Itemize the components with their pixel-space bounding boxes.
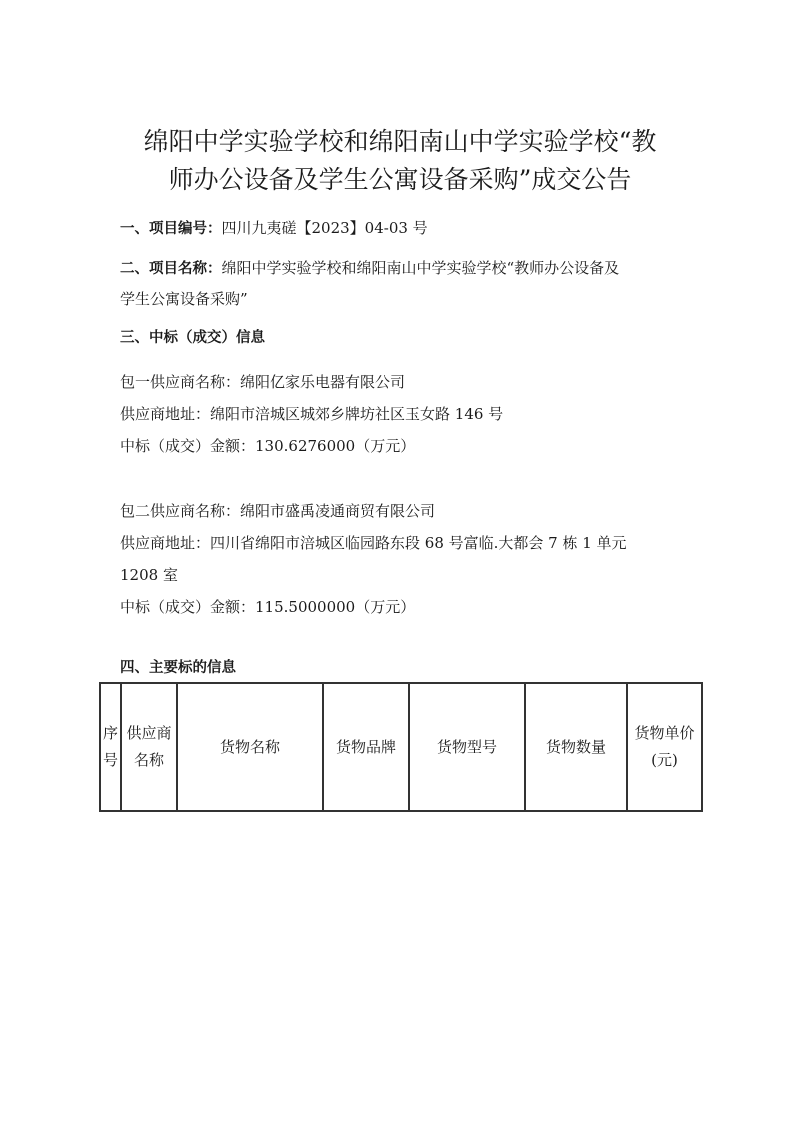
- package-2-amount: 中标（成交）金额：115.5000000（万元）: [120, 598, 416, 616]
- column-header-goods-model: 货物型号: [409, 683, 525, 811]
- package-2-supplier-address-line-1: 供应商地址：四川省绵阳市涪城区临园路东段 68 号富临.大都会 7 栋 1 单元: [120, 534, 627, 552]
- table-header-row: [100, 683, 702, 811]
- column-header-goods-quantity: 货物数量: [525, 683, 627, 811]
- project-name-value-line-1: 绵阳中学实验学校和绵阳南山中学实验学校“教师办公设备及: [221, 259, 620, 277]
- page-title: [100, 123, 700, 199]
- package-1-supplier-name: 包一供应商名称：绵阳亿家乐电器有限公司: [120, 373, 406, 391]
- package-2-supplier-address-line-2: 1208 室: [120, 566, 178, 584]
- project-number-label: 一、项目编号：: [120, 221, 222, 237]
- main-items-table: [99, 682, 703, 812]
- column-header-serial-number: 序 号: [100, 683, 121, 811]
- column-header-unit-price: 货物单价 (元): [627, 683, 702, 811]
- section-3-heading: 三、中标（成交）信息: [120, 330, 265, 346]
- column-header-supplier-name: 供应商 名称: [121, 683, 177, 811]
- title-line-2: 师办公设备及学生公寓设备采购”成交公告: [168, 165, 632, 194]
- column-header-goods-name: 货物名称: [177, 683, 323, 811]
- package-1-amount: 中标（成交）金额：130.6276000（万元）: [120, 437, 416, 455]
- title-line-1: 绵阳中学实验学校和绵阳南山中学实验学校“教: [143, 127, 657, 156]
- package-1-supplier-address: 供应商地址：绵阳市涪城区城郊乡牌坊社区玉女路 146 号: [120, 405, 504, 423]
- project-name-continued: [120, 289, 248, 309]
- project-name: [120, 258, 619, 279]
- package-2-supplier-name: 包二供应商名称：绵阳市盛禹凌通商贸有限公司: [120, 502, 436, 520]
- section-4-heading: 四、主要标的信息: [120, 660, 236, 676]
- project-name-label: 二、项目名称：: [120, 261, 222, 277]
- project-number-value: 四川九夷磋【2023】04-03 号: [221, 219, 428, 237]
- column-header-goods-brand: 货物品牌: [323, 683, 409, 811]
- project-number: [120, 218, 428, 239]
- project-name-value-line-2: 学生公寓设备采购”: [120, 290, 248, 308]
